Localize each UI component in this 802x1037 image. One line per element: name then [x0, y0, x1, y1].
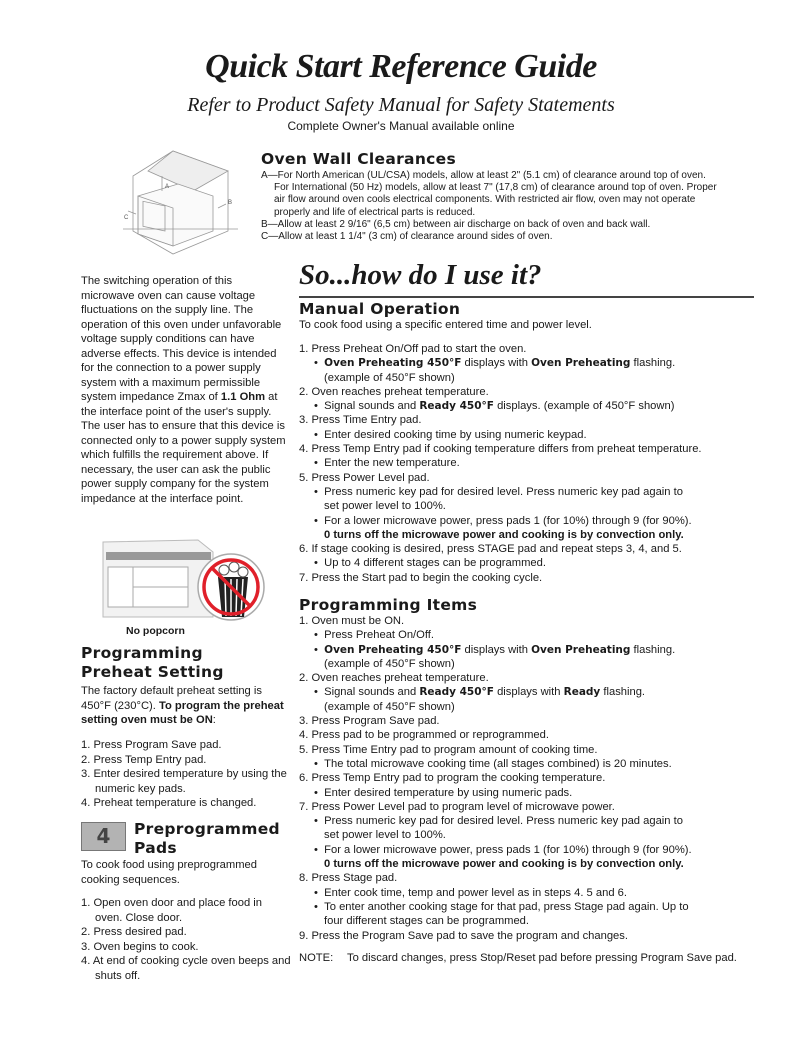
- list-item: 2. Press Temp Entry pad.: [81, 753, 207, 766]
- oven-clearance-diagram: [118, 146, 253, 256]
- preprogrammed-heading: Preprogrammed Pads: [134, 820, 280, 857]
- oven-diagram-icon: [118, 146, 253, 256]
- programming-note: NOTE: To discard changes, press Stop/Reset pad before pressing Program Save pad.: [299, 951, 737, 964]
- preheat-setting-heading: Programming Preheat Setting: [81, 644, 224, 681]
- list-item: 3. Oven begins to cook.: [81, 940, 199, 953]
- svg-text:C: C: [124, 215, 129, 221]
- voltage-notice: The switching operation of this microwave oven can cause voltage fluctuations on the supply line. The operation of this oven under unfavorable voltage supply conditions can have adverse effects. This device is intended for the connection to a power supply system with a maximum permissible system impedance Zmax of 1.1 Ohm at the interface point of the user's supply. The user has to ensure that this device is connected only to a power supply system which fulfills the requirement above. If necessary, the user can ask the public power supply company for the system impedance at the interface point.: [81, 275, 286, 505]
- svg-text:B: B: [228, 200, 233, 206]
- preprogrammed-intro: To cook food using preprogrammed cooking sequences.: [81, 859, 257, 886]
- clearance-item-a: A—For North American (UL/CSA) models, allow at least 2" (5.1 cm) of clearance around top of oven. For International (50 Hz) models, allow at least 7" (17,8 cm) of clearance around top of oven. Proper air flow around oven cools electrical components. With restricted air flow, oven may not operate properly and life of electrical parts is reduced.: [261, 170, 717, 218]
- how-to-heading: So...how do I use it?: [299, 259, 542, 291]
- preprogrammed-steps: [81, 896, 291, 984]
- impedance-value: 1.1 Ohm: [220, 391, 266, 403]
- clearance-item-c: C—Allow at least 1 1/4" (3 cm) of clearance around sides of oven.: [261, 231, 553, 243]
- list-item: 3. Enter desired temperature by using the numeric key pads.: [81, 768, 287, 795]
- section-number-badge: 4: [81, 822, 126, 851]
- preheat-setting-intro: The factory default preheat setting is 450°F (230°C). To program the preheat setting oven must be ON:: [81, 685, 284, 727]
- preheat-setting-steps: [81, 738, 291, 811]
- clearance-item-b: B—Allow at least 2 9/16" (6,5 cm) between air discharge on back of oven and back wall.: [261, 218, 651, 230]
- manual-operation-steps: 1. Press Preheat On/Off pad to start the oven. • Oven Preheating 450°F displays with Oven Preheating flashing. (example of 450°F shown) 2. Oven reaches preheat temperature. • Signal sounds and Ready 450°F displays. (example of 450°F shown) 3. Press Time Entry pad. • Enter desired cooking time by using numeric keypad. 4. Press Temp Entry pad if cooking temperature differs from preheat temperature. • Enter the new temperature. 5. Press Power Level pad. • Press numeric key pad for desired level. Press numeric key pad again to set power level to 100%. • For a lower microwave power, press pads 1 (for 10%) through 9 (for 90%). 0 turns off the microwave power and cooking is by convection only. 6. If stage cooking is desired, press STAGE pad and repeat steps 3, 4, and 5. • Up to 4 different stages can be programmed. 7. Press the Start pad to begin the cooking cycle.: [299, 343, 702, 584]
- page-subtitle: Refer to Product Safety Manual for Safety Statements: [187, 94, 615, 116]
- manual-operation-heading: Manual Operation: [299, 300, 461, 318]
- list-item: 1. Open oven door and place food in oven. Close door.: [81, 897, 262, 924]
- online-manual-note: Complete Owner's Manual available online: [287, 119, 515, 133]
- clearances-heading: Oven Wall Clearances: [261, 150, 456, 168]
- heading-divider: [299, 296, 754, 298]
- svg-text:A: A: [165, 184, 170, 190]
- programming-items-heading: Programming Items: [299, 596, 478, 614]
- programming-items-steps: 1. Oven must be ON. • Press Preheat On/Off. • Oven Preheating 450°F displays with Oven Preheating flashing. (example of 450°F shown) 2. Oven reaches preheat temperature. • Signal sounds and Ready 450°F displays with Ready flashing. (example of 450°F shown) 3. Press Program Save pad. 4. Press pad to be programmed or reprogrammed. 5. Press Time Entry pad to program amount of cooking time. • The total microwave cooking time (all stages combined) is 20 minutes. 6. Press Temp Entry pad to program the cooking temperature. • Enter desired temperature by using numeric pads. 7. Press Power Level pad to program level of microwave power. • Press numeric key pad for desired level. Press numeric key pad again to set power level to 100%. • For a lower microwave power, press pads 1 (for 10%) through 9 (for 90%). 0 turns off the microwave power and cooking is by convection only. 8. Press Stage pad. • Enter cook time, temp and power level as in steps 4. 5 and 6. • To enter another cooking stage for that pad, press Stage pad again. Up to four different stages can be programmed. 9. Press the Program Save pad to save the program and changes. NOTE: To discard changes, press Stop/Reset pad before pressing Program Save pad.: [299, 614, 759, 965]
- list-item: 4. At end of cooking cycle oven beeps and shuts off.: [81, 955, 291, 982]
- page-title: Quick Start Reference Guide: [205, 48, 597, 85]
- popcorn-caption: No popcorn: [126, 625, 185, 637]
- manual-operation-intro: To cook food using a specific entered time and power level.: [299, 319, 592, 331]
- clearances-list: [261, 170, 723, 243]
- no-popcorn-illustration: [98, 532, 278, 642]
- list-item: 1. Press Program Save pad.: [81, 739, 222, 751]
- list-item: 4. Preheat temperature is changed.: [81, 797, 257, 810]
- list-item: 2. Press desired pad.: [81, 926, 187, 939]
- no-popcorn-icon: [98, 532, 278, 627]
